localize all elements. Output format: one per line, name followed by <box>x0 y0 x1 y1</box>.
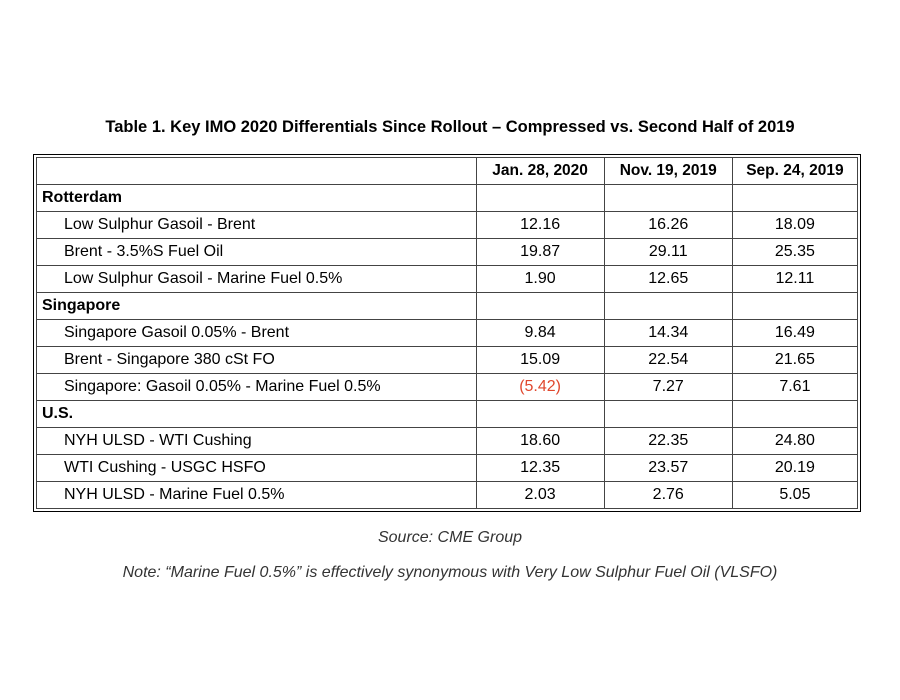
value-cell: 12.65 <box>604 266 732 293</box>
value-cell: 18.09 <box>732 212 857 239</box>
value-cell <box>476 401 604 428</box>
table-region-row <box>37 293 858 320</box>
value-cell: 7.27 <box>604 374 732 401</box>
table-row <box>37 212 858 239</box>
value-cell: 2.03 <box>476 482 604 509</box>
value-cell: 9.84 <box>476 320 604 347</box>
table-row <box>37 347 858 374</box>
value-cell: 25.35 <box>732 239 857 266</box>
table-region-row <box>37 401 858 428</box>
value-cell: 12.35 <box>476 455 604 482</box>
header-cell-sep-2019: Sep. 24, 2019 <box>732 158 857 185</box>
source-caption: Source: CME Group <box>377 529 523 546</box>
value-cell <box>604 401 732 428</box>
header-cell-nov-2019: Nov. 19, 2019 <box>604 158 732 185</box>
table-row <box>37 266 858 293</box>
table-body <box>37 185 858 509</box>
value-cell: 15.09 <box>476 347 604 374</box>
header-cell-label <box>37 158 477 185</box>
region-label: U.S. <box>37 401 477 428</box>
value-cell: 12.11 <box>732 266 857 293</box>
value-cell: 21.65 <box>732 347 857 374</box>
value-cell: 16.26 <box>604 212 732 239</box>
value-cell <box>732 293 857 320</box>
value-cell: 29.11 <box>604 239 732 266</box>
value-cell <box>732 185 857 212</box>
region-label: Singapore <box>37 293 477 320</box>
value-cell: 16.49 <box>732 320 857 347</box>
header-row <box>37 158 858 185</box>
row-label: Brent - 3.5%S Fuel Oil <box>37 239 477 266</box>
table-row <box>37 482 858 509</box>
note-caption: Note: “Marine Fuel 0.5%” is effectively synonymous with Very Low Sulphur Fuel Oil (VLSFO) <box>122 564 778 581</box>
region-label: Rotterdam <box>37 185 477 212</box>
value-cell: 22.35 <box>604 428 732 455</box>
data-table-frame <box>33 154 861 512</box>
table-row <box>37 320 858 347</box>
value-cell: 22.54 <box>604 347 732 374</box>
table-region-row <box>37 185 858 212</box>
value-cell: 20.19 <box>732 455 857 482</box>
value-cell: 5.05 <box>732 482 857 509</box>
table-row <box>37 374 858 401</box>
header-cell-jan-2020: Jan. 28, 2020 <box>476 158 604 185</box>
row-label: Low Sulphur Gasoil - Brent <box>37 212 477 239</box>
value-cell <box>604 293 732 320</box>
value-cell: 19.87 <box>476 239 604 266</box>
value-cell <box>476 185 604 212</box>
value-cell: 18.60 <box>476 428 604 455</box>
value-cell: (5.42) <box>476 374 604 401</box>
row-label: WTI Cushing - USGC HSFO <box>37 455 477 482</box>
value-cell: 2.76 <box>604 482 732 509</box>
row-label: NYH ULSD - Marine Fuel 0.5% <box>37 482 477 509</box>
value-cell: 14.34 <box>604 320 732 347</box>
data-table <box>36 157 858 509</box>
value-cell: 23.57 <box>604 455 732 482</box>
value-cell <box>476 293 604 320</box>
table-row <box>37 455 858 482</box>
row-label: Brent - Singapore 380 cSt FO <box>37 347 477 374</box>
value-cell: 1.90 <box>476 266 604 293</box>
value-cell <box>604 185 732 212</box>
row-label: Singapore Gasoil 0.05% - Brent <box>37 320 477 347</box>
value-cell: 7.61 <box>732 374 857 401</box>
value-cell <box>732 401 857 428</box>
row-label: NYH ULSD - WTI Cushing <box>37 428 477 455</box>
value-cell: 12.16 <box>476 212 604 239</box>
table-row <box>37 428 858 455</box>
value-cell: 24.80 <box>732 428 857 455</box>
row-label: Singapore: Gasoil 0.05% - Marine Fuel 0.5% <box>37 374 477 401</box>
table-title: Table 1. Key IMO 2020 Differentials Since Rollout – Compressed vs. Second Half of 2019 <box>105 118 795 136</box>
table-row <box>37 239 858 266</box>
row-label: Low Sulphur Gasoil - Marine Fuel 0.5% <box>37 266 477 293</box>
